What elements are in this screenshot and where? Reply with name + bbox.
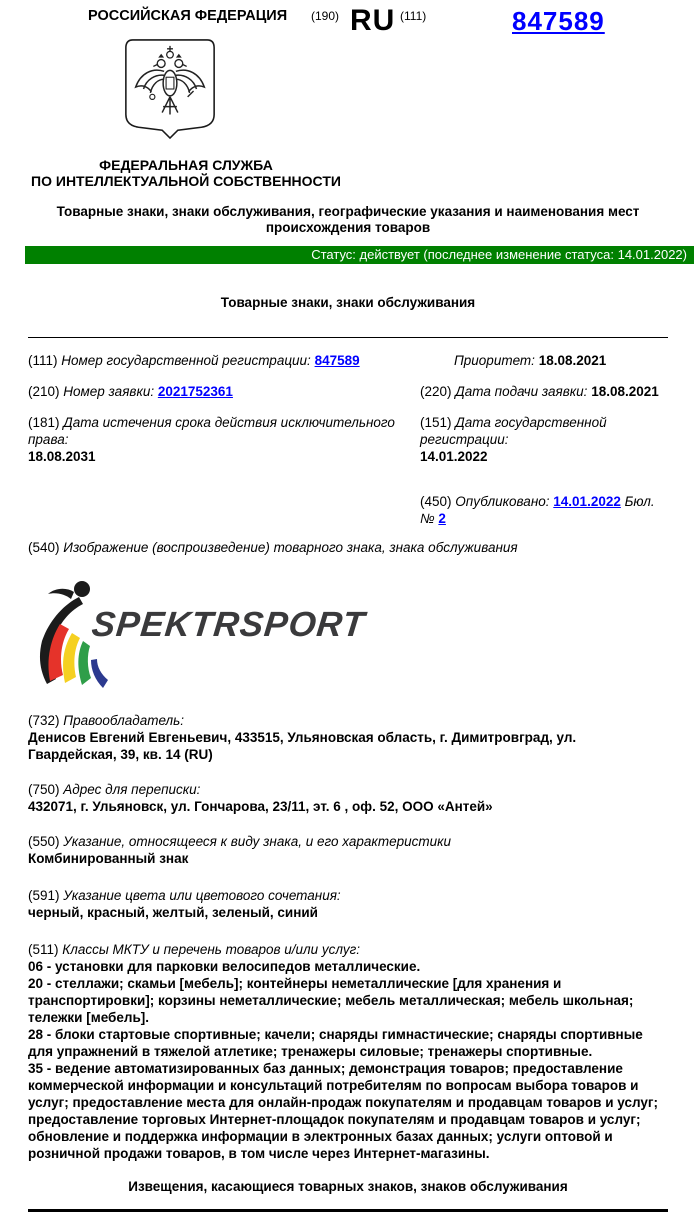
owner-value: Денисов Евгений Евгеньевич, 433515, Ульяновская область, г. Димитровград, ул. Гвардейская, 39, кв. 14 (RU) [28,730,577,762]
field-code: (540) [28,540,60,555]
publication-date-link[interactable]: 14.01.2022 [553,494,621,509]
field-code: (210) [28,384,60,399]
document-title: Товарные знаки, знаки обслуживания, географические указания и наименования мест происхождения товаров [56,204,640,235]
section-750-address [28,781,668,815]
address-value: 432071, г. Ульяновск, ул. Гончарова, 23/11, эт. 6 , оф. 52, ООО «Антей» [28,799,493,814]
field-code: (181) [28,415,60,430]
field-code: (732) [28,713,60,728]
field-published [420,493,668,527]
application-number-link[interactable]: 2021752361 [157,384,233,399]
office-line-2: ПО ИНТЕЛЛЕКТУАЛЬНОЙ СОБСТВЕННОСТИ [31,173,341,189]
field-label: Изображение (воспроизведение) товарного знака, знака обслуживания [63,540,518,555]
status-bar: Статус: действует (последнее изменение статуса: 14.01.2022) [25,246,694,264]
class-item-28: 28 - блоки стартовые спортивные; качели; снаряды гимнастические; снаряды спортивные для упражнений в тяжелой атлетике; тренажеры силовые; тренажеры спортивные. [28,1027,643,1059]
office-line-1: ФЕДЕРАЛЬНАЯ СЛУЖБА [99,157,273,173]
field-code: (111) [28,353,58,368]
field-code: (550) [28,834,60,849]
field-label: Дата подачи заявки: [455,384,588,399]
field-application-number [28,383,420,400]
section-title: Товарные знаки, знаки обслуживания [220,295,476,310]
section-550-kind [28,833,668,867]
country-name: РОССИЙСКАЯ ФЕДЕРАЦИЯ [88,8,288,24]
field-code: (511) [28,942,59,957]
field-code: (591) [28,888,60,903]
field-code: (220) [420,384,452,399]
section-divider [28,337,668,338]
field-code: (151) [420,415,452,430]
field-label: Номер заявки: [63,384,155,399]
inid-code-111: (111) [400,9,427,23]
colors-value: черный, красный, желтый, зеленый, синий [28,905,318,920]
coat-of-arms-icon [122,38,218,145]
document-header [0,0,698,270]
trademark-logo-image [30,578,668,696]
field-label: Номер государственной регистрации: [61,353,311,368]
reg-number-link[interactable]: 847589 [314,353,360,368]
field-label: Адрес для переписки: [63,782,201,797]
field-value: 18.08.2021 [591,384,659,399]
field-code: (750) [28,782,60,797]
document-body [0,294,698,1212]
logo-wordmark: SPEKTRSPORT [89,605,367,644]
field-value: 18.08.2031 [28,449,96,464]
field-value: 14.01.2022 [420,449,488,464]
section-511-classes [28,941,668,1162]
class-item-35: 35 - ведение автоматизированных баз данных; демонстрация товаров; предоставление коммерческой информации и консультаций потребителям по вопросам выбора товаров и услуг; предоставление места для онлайн-продаж покупателям и продавцам товаров и услуг; предоставление торговых Интернет-площадок покупателям и продавцам товаров и услуг; обновление и поддержка информации в электронных базах данных; услуги оптовой и розничной продажи товаров, в том числе через Интернет-магазины. [28,1061,658,1161]
field-label: Правообладатель: [63,713,185,728]
registration-fields [28,352,668,527]
class-item-20: 20 - стеллажи; скамьи [мебель]; контейнеры неметаллические [для хранения и транспортировки]; корзины неметаллические; мебель металлическая; мебель школьная; тележки [мебель]. [28,976,634,1025]
field-label: Приоритет: [454,353,535,368]
field-reg-number [28,352,420,369]
kind-value: Комбинированный знак [28,851,189,866]
field-filing-date [420,383,668,400]
field-registration-date [420,414,668,465]
inid-code-190: (190) [311,9,340,23]
registration-number-link[interactable]: 847589 [512,6,605,36]
notices-title: Извещения, касающиеся товарных знаков, знаков обслуживания [128,1179,568,1194]
field-label: Дата истечения срока действия исключительного права: [28,415,395,447]
section-591-colors [28,887,668,921]
field-code: (450) [420,494,452,509]
class-item-06: 06 - установки для парковки велосипедов металлические. [28,959,421,974]
field-label: Указание цвета или цветового сочетания: [63,888,341,903]
field-label: Классы МКТУ и перечень товаров и/или услуг: [62,942,361,957]
field-label: Дата государственной регистрации: [420,415,607,447]
section-732-owner [28,712,668,763]
field-label: Опубликовано: [455,494,550,509]
country-code: RU [350,4,396,37]
section-540 [28,539,668,556]
bulletin-label: Бюл. № [420,494,655,526]
field-expiry-date [28,414,420,465]
field-priority [420,352,668,369]
issuing-office [18,157,354,189]
field-label: Указание, относящееся к виду знака, и его характеристики [63,834,452,849]
field-value: 18.08.2021 [538,353,607,368]
bulletin-number-link[interactable]: 2 [438,511,446,526]
